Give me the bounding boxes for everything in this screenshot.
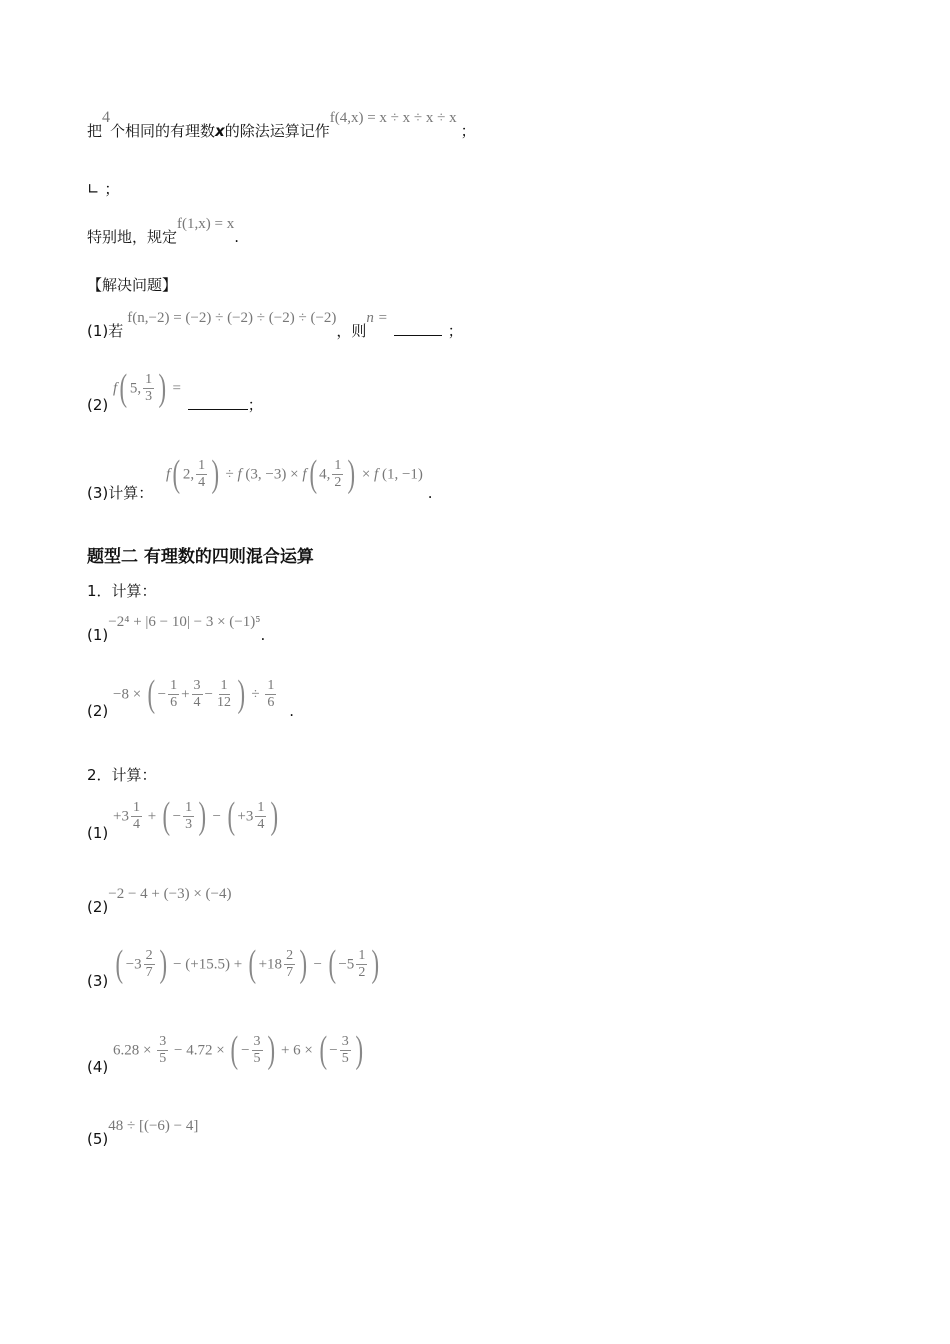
punct: . <box>234 228 239 246</box>
text: 特别地，规定 <box>87 228 178 246</box>
formula-q2: f( 5, $\frac{1}{3}$ ) = <box>113 367 181 409</box>
punct: ； <box>247 396 263 414</box>
punct: . <box>289 702 294 720</box>
problem-2-item-4 <box>87 1029 365 1076</box>
intro-line-1 <box>87 109 476 141</box>
label: (1) <box>87 626 109 644</box>
answer-blank[interactable] <box>188 408 248 410</box>
intro-line-2 <box>87 178 119 199</box>
text: 个相同的有理数 <box>110 122 216 140</box>
problem-2-item-1 <box>87 795 281 842</box>
label: (3)计算： <box>87 484 154 502</box>
punct: ； <box>447 322 463 340</box>
formula-q3: f( 2, $\frac{1}{4}$ ) ÷ f (3, −3) × f( 4, $\frac{1}{2}$ ) × f (1, −1) <box>166 453 423 495</box>
formula: ( −3 $\frac{2}{7}$ ) − (+15.5) + ( +18 $\frac{2}{7}$ ) − ( −5 $\frac{1}{2}$ ) <box>115 943 380 985</box>
formula: −8 × ( − $\frac{1}{6}$ + $\frac{3}{4}$ − $\frac{1}{12}$ ) ÷ $\frac{1}{6}$ <box>113 673 275 715</box>
variable-n: n = <box>366 310 388 326</box>
formula-f4x: f(4,x) = x ÷ x ÷ x ÷ x <box>329 110 457 126</box>
formula-f1x: f(1,x) = x <box>177 216 235 232</box>
formula: 6.28 × $\frac{3}{5}$ − 4.72 × ( − $\frac{3}{5}$ ) + 6 × ( − $\frac{3}{5}$ ) <box>113 1029 363 1071</box>
problem-1-title: 1．计算： <box>87 582 157 600</box>
number-four: 4 <box>102 109 111 126</box>
section-title-mixed-ops: 题型二 有理数的四则混合运算 <box>87 547 314 567</box>
formula: +3 $\frac{1}{4}$ + ( − $\frac{1}{3}$ ) − ( +3 $\frac{1}{4}$ ) <box>113 795 279 837</box>
problem-2-item-3 <box>87 943 382 990</box>
problem-2-item-5 <box>87 1118 199 1149</box>
label: (3) <box>87 972 109 990</box>
label: (5) <box>87 1130 109 1148</box>
answer-blank[interactable] <box>394 334 442 336</box>
label: (2) <box>87 702 109 720</box>
label: (4) <box>87 1058 109 1076</box>
label: (1)若 <box>87 322 124 340</box>
punct: . <box>260 626 266 644</box>
question-3 <box>87 453 433 502</box>
section-title-solve: 【解决问题】 <box>87 276 178 294</box>
question-1 <box>87 310 463 341</box>
text: ，则 <box>336 322 367 340</box>
punct: ； <box>104 180 120 198</box>
formula: 48 ÷ [(−6) − 4] <box>108 1118 199 1134</box>
problem-2-item-2 <box>87 886 232 917</box>
text: 的除法运算记作 <box>224 122 330 140</box>
variable-x: x <box>215 122 225 140</box>
label: (2) <box>87 396 109 414</box>
problem-1-item-1 <box>87 614 266 645</box>
problem-2-title: 2．计算： <box>87 766 157 784</box>
punct: ； <box>460 122 476 140</box>
text: 把 <box>87 122 103 140</box>
punct: . <box>427 484 433 502</box>
formula: −2⁴ + |6 − 10| − 3 × (−1)⁵ <box>108 614 261 630</box>
formula-q1: f(n,−2) = (−2) ÷ (−2) ÷ (−2) ÷ (−2) <box>127 310 337 326</box>
ellipsis-mark: ∟ <box>87 180 100 198</box>
formula: −2 − 4 + (−3) × (−4) <box>108 886 232 902</box>
intro-line-3 <box>87 216 239 247</box>
label: (2) <box>87 898 109 916</box>
label: (1) <box>87 824 109 842</box>
question-2 <box>87 367 263 414</box>
problem-1-item-2 <box>87 673 294 720</box>
